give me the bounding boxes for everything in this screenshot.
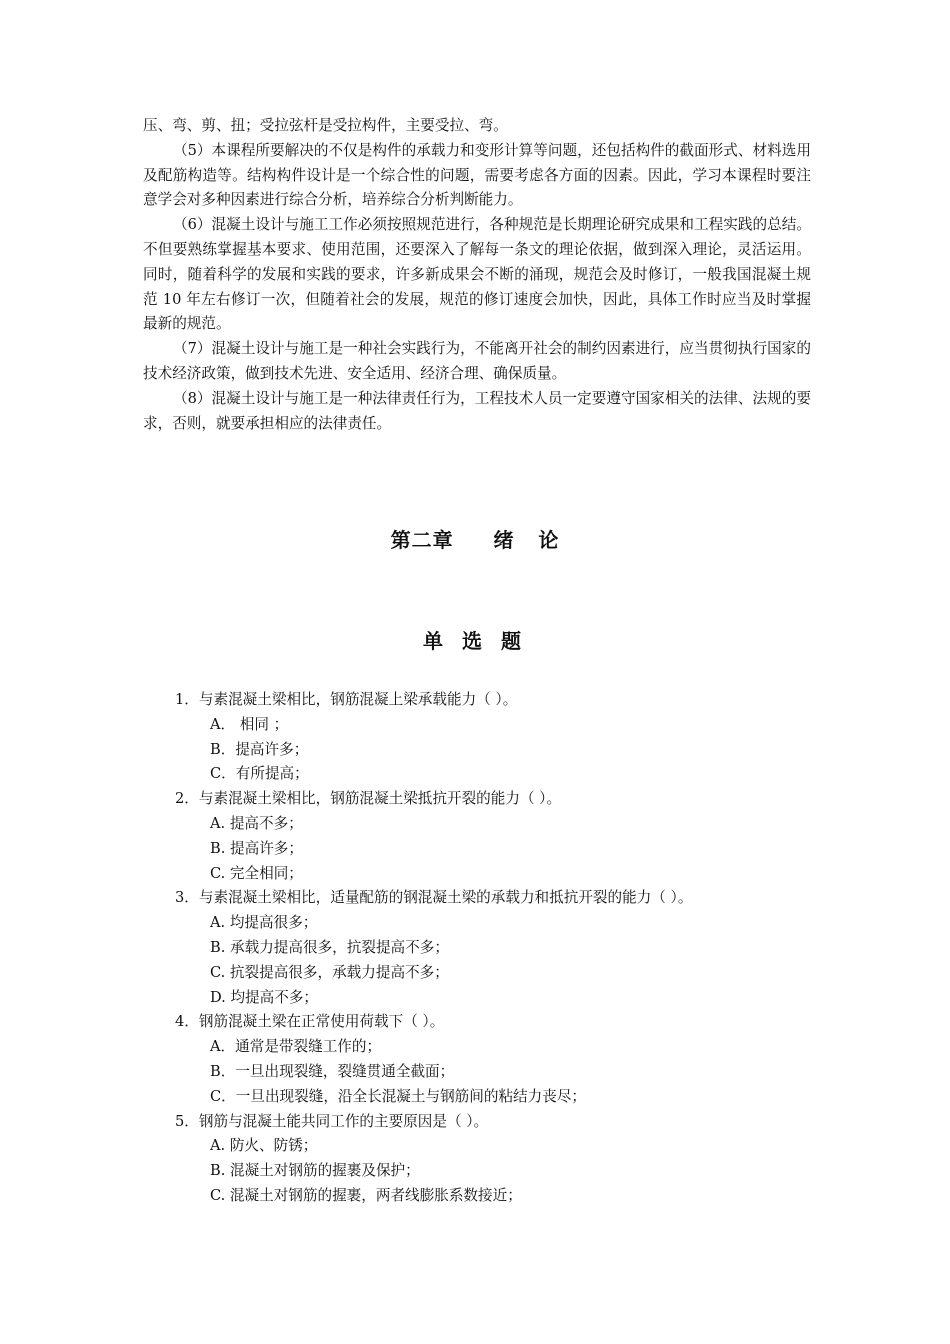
- question-stem: 1．与素混凝土梁相比，钢筋混凝上梁承载能力（ ）。: [175, 691, 518, 708]
- option-b: B. 混凝土对钢筋的握裹及保护；: [210, 1162, 420, 1180]
- question-4: [175, 1010, 815, 1109]
- body-text: [143, 114, 811, 436]
- question-stem: 4．钢筋混凝土梁在正常使用荷载下（ ）。: [175, 1013, 445, 1031]
- option-b: B. 提高许多；: [210, 839, 303, 857]
- option-c: C. 完全相同；: [210, 864, 303, 882]
- option-c: C. 混凝土对钢筋的握裹，两者线膨胀系数接近；: [210, 1186, 522, 1204]
- option-c: C．一旦出现裂缝，沿全长混凝土与钢筋间的粘结力丧尽；: [210, 1087, 587, 1105]
- option-a: A． 相同 ；: [210, 715, 289, 733]
- option-c: C. 抗裂提高很多，承载力提高不多；: [210, 963, 449, 981]
- question-1: [175, 688, 815, 787]
- option-b: B. 承载力提高很多，抗裂提高不多；: [210, 938, 449, 956]
- option-list: [175, 1035, 815, 1109]
- paragraph-5: （5）本课程所要解决的不仅是构件的承载力和变形计算等问题，还包括构件的截面形式、材料选用及配筋构造等。结构构件设计是一个综合性的问题，需要考虑各方面的因素。因此，学习本课程时要注意学会对多种因素进行综合分析，培养综合分析判断能力。: [143, 141, 811, 209]
- paragraph-6: （6）混凝土设计与施工工作必须按照规范进行，各种规范是长期理论研究成果和工程实践的总结。不但要熟练掌握基本要求、使用范围，还要深入了解每一条文的理论依据，做到深入理论，灵活运用。同时，随着科学的发展和实践的要求，许多新成果会不断的涌现，规范会及时修订，一般我国混凝土规范 10 年左右修订一次，但随着社会的发展，规范的修订速度会加快，因此，具体工作时应当及时掌握最新的规范。: [143, 216, 811, 333]
- question-2: [175, 787, 815, 886]
- question-5: [175, 1110, 815, 1209]
- option-a: A. 均提高很多；: [210, 914, 318, 932]
- option-b: B．一旦出现裂缝，裂缝贯通全截面；: [210, 1062, 455, 1080]
- paragraph-7: （7）混凝土设计与施工是一种社会实践行为，不能离开社会的制约因素进行，应当贯彻执行国家的技术经济政策，做到技术先进、安全适用、经济合理、确保质量。: [143, 340, 811, 382]
- paragraph-8: （8）混凝土设计与施工是一种法律责任行为，工程技术人员一定要遵守国家相关的法律、法规的要求，否则，就要承担相应的法律责任。: [143, 389, 811, 432]
- section-title: 单 选 题: [423, 629, 527, 653]
- question-list: [175, 688, 815, 1209]
- option-list: [175, 713, 815, 787]
- option-list: [175, 1134, 815, 1208]
- option-a: A. 提高不多；: [210, 814, 303, 832]
- option-list: [175, 812, 815, 886]
- question-stem: 3．与素混凝土梁相比，适量配筋的钢混凝土梁的承载力和抵抗开裂的能力（ ）。: [175, 889, 693, 907]
- option-a: A. 防火、防锈；: [210, 1137, 318, 1155]
- option-list: [175, 911, 815, 1010]
- question-3: [175, 886, 815, 1010]
- option-d: D. 均提高不多；: [210, 988, 319, 1006]
- question-stem: 5．钢筋与混凝土能共同工作的主要原因是（ ）。: [175, 1112, 489, 1130]
- question-stem: 2．与素混凝土梁相比，钢筋混凝土梁抵抗开裂的能力（ ）。: [175, 790, 562, 808]
- option-b: B．提高许多；: [210, 740, 309, 758]
- paragraph-continuation: 压、弯、剪、扭；受拉弦杆是受拉构件，主要受拉、弯。: [143, 117, 508, 134]
- chapter-title: 第二章 绪 论: [390, 528, 560, 552]
- option-c: C．有所提高；: [210, 765, 309, 783]
- option-a: A．通常是带裂缝工作的；: [210, 1038, 382, 1056]
